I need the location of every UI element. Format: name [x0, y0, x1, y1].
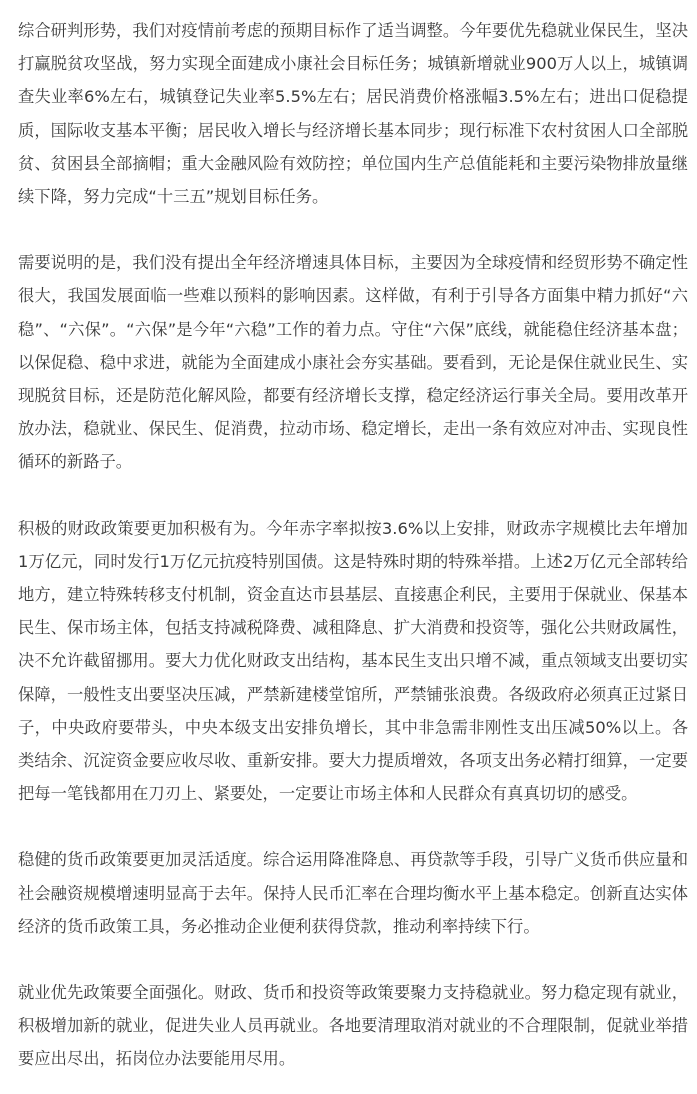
paragraph-fiscal-policy: 积极的财政政策要更加积极有为。今年赤字率拟按3.6%以上安排，财政赤字规模比去年增加1万亿元，同时发行1万亿元抗疫特别国债。这是特殊时期的特殊举措。上述2万亿元全部转给地方，建立特殊转移支付机制，资金直达市县基层、直接惠企利民，主要用于保就业、保基本民生、保市场主体，包括支持减税降费、减租降息、扩大消费和投资等，强化公共财政属性，决不允许截留挪用。要大力优化财政支出结构，基本民生支出只增不减，重点领域支出要切实保障，一般性支出要坚决压减，严禁新建楼堂馆所，严禁铺张浪费。各级政府必须真正过紧日子，中央政府要带头，中央本级支出安排负增长，其中非急需非刚性支出压减50%以上。各类结余、沉淀资金要应收尽收、重新安排。要大力提质增效，各项支出务必精打细算，一定要把每一笔钱都用在刀刃上、紧要处，一定要让市场主体和人民群众有真真切切的感受。 [18, 518, 688, 804]
paragraph-employment-policy: 就业优先政策要全面强化。财政、货币和投资等政策要聚力支持稳就业。努力稳定现有就业，积极增加新的就业，促进失业人员再就业。各地要清理取消对就业的不合理限制，促就业举措要应出尽出，拓岗位办法要能用尽用。 [18, 983, 688, 1069]
article-body [18, 14, 688, 1076]
paragraph-monetary-policy: 稳健的货币政策要更加灵活适度。综合运用降准降息、再贷款等手段，引导广义货币供应量和社会融资规模增速明显高于去年。保持人民币汇率在合理均衡水平上基本稳定。创新直达实体经济的货币政策工具，务必推动企业便利获得贷款，推动利率持续下行。 [18, 850, 688, 936]
paragraph-targets: 综合研判形势，我们对疫情前考虑的预期目标作了适当调整。今年要优先稳就业保民生，坚决打赢脱贫攻坚战，努力实现全面建成小康社会目标任务；城镇新增就业900万人以上，城镇调查失业率6%左右，城镇登记失业率5.5%左右；居民消费价格涨幅3.5%左右；进出口促稳提质，国际收支基本平衡；居民收入增长与经济增长基本同步；现行标准下农村贫困人口全部脱贫、贫困县全部摘帽；重大金融风险有效防控；单位国内生产总值能耗和主要污染物排放量继续下降，努力完成“十三五”规划目标任务。 [18, 21, 688, 207]
paragraph-growth-explanation: 需要说明的是，我们没有提出全年经济增速具体目标，主要因为全球疫情和经贸形势不确定性很大，我国发展面临一些难以预料的影响因素。这样做，有利于引导各方面集中精力抓好“六稳”、“六保”。“六保”是今年“六稳”工作的着力点。守住“六保”底线，就能稳住经济基本盘；以保促稳、稳中求进，就能为全面建成小康社会夯实基础。要看到，无论是保住就业民生、实现脱贫目标，还是防范化解风险，都要有经济增长支撑，稳定经济运行事关全局。要用改革开放办法，稳就业、保民生、促消费，拉动市场、稳定增长，走出一条有效应对冲击、实现良性循环的新路子。 [18, 253, 688, 472]
